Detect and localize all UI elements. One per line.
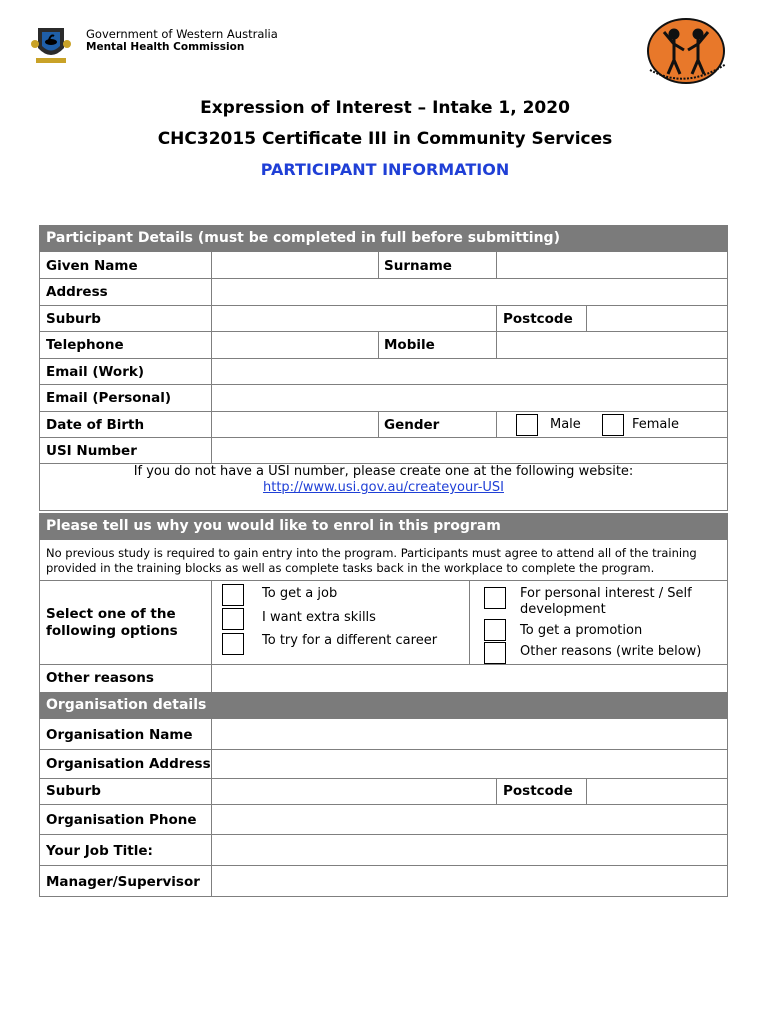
date-of-birth-label: Date of Birth xyxy=(46,417,145,433)
job-title-field[interactable] xyxy=(212,835,727,865)
telephone-label: Telephone xyxy=(46,337,124,353)
other-reasons-field[interactable] xyxy=(212,665,727,692)
option-get-job-label: To get a job xyxy=(262,586,338,601)
organisation-name-label: Organisation Name xyxy=(46,727,193,743)
select-options-label xyxy=(46,606,178,640)
job-title-label: Your Job Title: xyxy=(46,843,153,859)
address-field[interactable] xyxy=(212,279,727,305)
option-extra-skills-label: I want extra skills xyxy=(262,610,376,625)
enrol-reasons-heading: Please tell us why you would like to enrol in this program xyxy=(39,513,728,540)
option-personal-interest-checkbox[interactable] xyxy=(484,587,506,609)
usi-number-field[interactable] xyxy=(212,438,727,463)
organisation-suburb-field[interactable] xyxy=(212,779,496,804)
usi-note xyxy=(40,464,727,496)
suburb-field[interactable] xyxy=(212,306,496,331)
organisation-details-heading: Organisation details xyxy=(39,692,728,719)
organisation-phone-field[interactable] xyxy=(212,805,727,834)
female-label: Female xyxy=(632,417,680,432)
course-title: CHC32015 Certificate III in Community Services xyxy=(157,129,613,149)
manager-supervisor-field[interactable] xyxy=(212,866,727,896)
option-other-label: Other reasons (write below) xyxy=(520,644,702,659)
female-checkbox[interactable] xyxy=(602,414,624,436)
section-title: PARTICIPANT INFORMATION xyxy=(260,160,510,179)
commission-name: Mental Health Commission xyxy=(86,41,245,53)
usi-note-text: If you do not have a USI number, please create one at the following website: xyxy=(133,464,634,479)
email-work-label: Email (Work) xyxy=(46,364,145,380)
option-extra-skills-checkbox[interactable] xyxy=(222,608,244,630)
gender-label: Gender xyxy=(384,417,440,433)
usi-website-link[interactable]: http://www.usi.gov.au/createyour-USI xyxy=(263,480,504,495)
telephone-field[interactable] xyxy=(212,332,378,358)
option-personal-interest-line1: For personal interest / Self xyxy=(520,586,692,601)
option-personal-interest-line2: development xyxy=(520,602,606,617)
mobile-field[interactable] xyxy=(497,332,727,358)
suburb-label: Suburb xyxy=(46,311,101,327)
address-label: Address xyxy=(46,284,108,300)
postcode-field[interactable] xyxy=(587,306,727,331)
option-personal-interest-label xyxy=(520,586,692,618)
select-options-line2: following options xyxy=(46,623,178,639)
option-promotion-label: To get a promotion xyxy=(520,623,643,638)
given-name-field[interactable] xyxy=(212,253,378,278)
organisation-postcode-field[interactable] xyxy=(587,779,727,804)
enrol-note xyxy=(46,546,726,576)
enrol-note-line1: No previous study is required to gain entry into the program. Participants must agree to attend all of the training xyxy=(46,546,697,560)
male-checkbox[interactable] xyxy=(516,414,538,436)
organisation-address-field[interactable] xyxy=(212,750,727,778)
enrol-note-line2: provided in the training blocks as well as complete tasks back in the workplace to complete the program. xyxy=(46,561,655,575)
organisation-suburb-label: Suburb xyxy=(46,783,101,799)
email-personal-field[interactable] xyxy=(212,385,727,411)
select-options-line1: Select one of the xyxy=(46,606,176,622)
participant-details-heading: Participant Details (must be completed in full before submitting) xyxy=(39,225,728,252)
email-personal-label: Email (Personal) xyxy=(46,390,172,406)
male-label: Male xyxy=(550,417,581,432)
postcode-label: Postcode xyxy=(503,311,573,327)
government-logotype xyxy=(86,28,278,54)
option-get-job-checkbox[interactable] xyxy=(222,584,244,606)
government-name: Government of Western Australia xyxy=(86,27,278,41)
organisation-name-field[interactable] xyxy=(212,720,727,749)
manager-supervisor-label: Manager/Supervisor xyxy=(46,874,200,890)
organisation-postcode-label: Postcode xyxy=(503,783,573,799)
other-reasons-label: Other reasons xyxy=(46,670,154,686)
given-name-label: Given Name xyxy=(46,258,138,274)
date-of-birth-field[interactable] xyxy=(212,412,378,437)
option-different-career-checkbox[interactable] xyxy=(222,633,244,655)
mobile-label: Mobile xyxy=(384,337,435,353)
document-title: Expression of Interest – Intake 1, 2020 xyxy=(200,98,570,118)
organisation-phone-label: Organisation Phone xyxy=(46,812,197,828)
usi-number-label: USI Number xyxy=(46,443,137,459)
organisation-address-label: Organisation Address xyxy=(46,756,211,772)
option-different-career-label: To try for a different career xyxy=(262,633,438,648)
option-other-checkbox[interactable] xyxy=(484,642,506,664)
surname-field[interactable] xyxy=(497,253,727,278)
wa-government-crest-icon xyxy=(30,22,72,66)
program-badge-icon xyxy=(640,18,730,86)
surname-label: Surname xyxy=(384,258,452,274)
option-promotion-checkbox[interactable] xyxy=(484,619,506,641)
email-work-field[interactable] xyxy=(212,359,727,384)
